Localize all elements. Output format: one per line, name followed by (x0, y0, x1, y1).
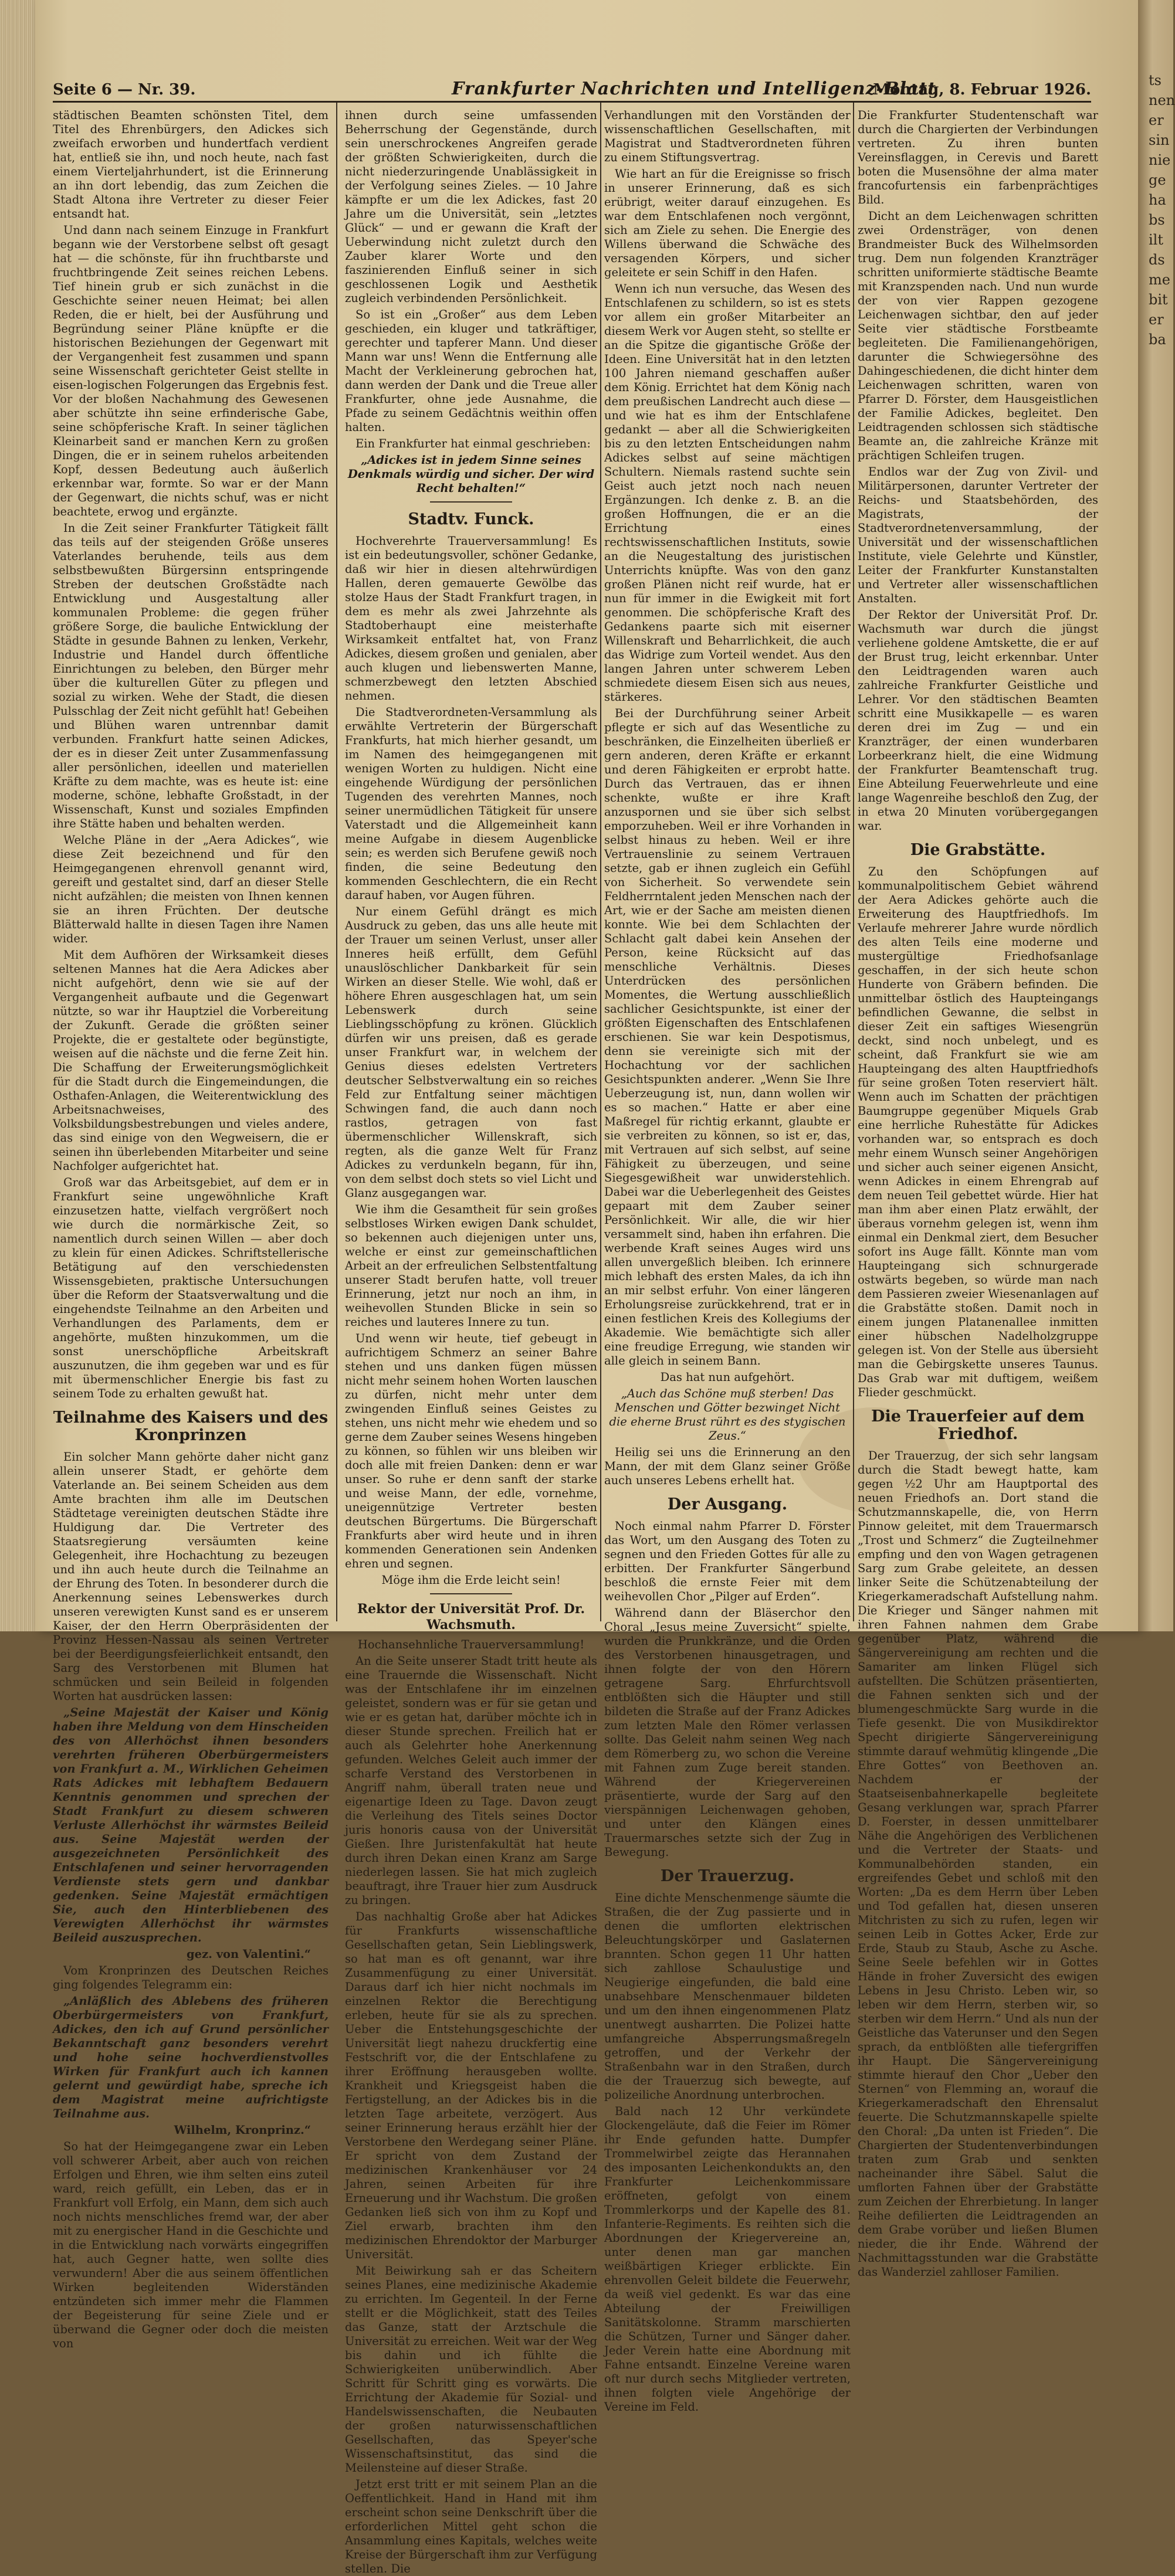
paragraph: So hat der Heimgegangene zwar ein Leben voll schwerer Arbeit, aber auch von reichen Erfolgen und Ehren, wie ihm selten eins zuteil ward, reich gefüllt, ein Leben, das er in Frankfurt voll Erfolg, ein Mann, dem sich auch noch nichts menschliches fremd war, der aber mit zu energischer Hand in die Geschichte und in die Entwicklung nach vorwärts eingegriffen hat, auch Gegner hatte, wen sollte dies verwundern! Aber die aus seinem öffentlichen Wirken begleitenden Widerständen entzündeten sich immer mehr die Flammen der Begeisterung für seine Ziele und er überwand die Gegner oder doch die meisten von (53, 2140, 329, 2350)
paragraph: In die Zeit seiner Frankfurter Tätigkeit fällt das teils auf der steigenden Größe unseres Vaterlandes beruhende, teils aus dem selbstbewußten Bürgersinn entspringende Streben der deutschen Großstädte nach Entwicklung und Ausgestaltung aller kommunalen Probleme: die gegen früher größere Sorge, die bauliche Entwicklung der Städte in gesunde Bahnen zu lenken, Verkehr, Industrie und Handel durch öffentliche Einrichtungen zu beleben, den Bürger mehr über die kulturellen Güter zu pflegen und sozial zu wirken. Wehe der Stadt, die diesen Pulsschlag der Zeit nicht gefühlt hat! Gebeihen und Blühen waren untrennbar damit verbunden. Frankfurt hatte seinen Adickes, der es in dieser Zeit unter Zusammenfassung aller persönlichen, ideellen und materiellen Kräfte zu dem machte, was es heute ist: eine moderne, schöne, lebhafte Großstadt, in der Wissenschaft, Kunst und soziales Empfinden ihre Stätte haben und behalten werden. (53, 521, 329, 830)
column-4 (858, 108, 1098, 2279)
salutation: Hochansehnliche Trauerversammlung! (357, 1638, 585, 1651)
paragraph: Und wenn wir heute, tief gebeugt in aufrichtigem Schmerz an seiner Bahre stehen und uns danken fügen müssen nicht mehr seinem hohen Worten lauschen zu dürfen, nicht mehr unter dem zwingenden Einfluß seines Geistes zu stehen, uns nicht mehr wie ehedem und so gerne dem Zauber seines Wesens hingeben zu können, so fühlen wir uns bleiben wir doch alle mit freien Danken: denn er war unser. So ruhe er denn sanft der starke und weise Mann, der edle, vornehme, uneigennützige Vertreter besten deutschen Bürgertums. Die Bürgerschaft Frankfurts aber wird heute und in ihren kommenden Generationen sein Andenken ehren und segnen. (345, 1332, 597, 1570)
paragraph: Heilig sei uns die Erinnerung an den Mann, der mit dem Glanz seiner Größe auch unseres Lebens erhellt hat. (604, 1445, 851, 1487)
section-heading: Teilnahme des Kaisers und des Kronprinzen (53, 1409, 329, 1444)
paragraph: Vom Kronprinzen des Deutschen Reiches ging folgendes Telegramm ein: (53, 1964, 329, 1991)
paragraph: Bei der Durchführung seiner Arbeit pflegte er sich auf das Wesentliche zu beschränken, die Einzelheiten überließ er gern anderen, deren Kräfte er erkannt und deren Fähigkeiten er erprobt hatte. Durch das Vertrauen, das er ihnen schenkte, wußte er ihre Kraft anzuspornen und sie über sich selbst emporzuheben. Weil er ihre Vorhanden in selbst hinaus zu heben. Weil er ihre Vertrauenslinie zu seinem Vertrauen setzte, gab er ihnen zugleich ein Gefühl von Sicherheit. So verwendete sein Feldherrntalent jeden Menschen nach der Art, wie er der Sache am meisten dienen konnte. Wie bei dem Schlachten der Schlacht galt dabei kein Ansehen der Person, keine Rücksicht auf das menschliche Verhältnis. Dieses Unterdrücken des persönlichen Momentes, die Wertung ausschließlich sachlicher Gesichtspunkte, ist einer der größten Eigenschaften des Entschlafenen erschienen. Sie war kein Despotismus, denn sie vereinigte sich mit der Hochachtung vor der sachlichen Gesichtspunkten anderer. „Wenn Sie Ihre Ueberzeugung ist, nun, dann wollen wir es so machen.“ Hatte er aber eine Maßregel für richtig erkannt, glaubte er sie verbreiten zu können, so ist er, das, mit Vertrauen auf sich selbst, auf seine Fähigkeit zu überzeugen, und seine Siegesgewißheit war unwiderstehlich. Dabei war die Ueberlegenheit des Geistes gepaart mit dem Zauber seiner Persönlichkeit. Wir alle, die wir hier versammelt sind, haben ihn erfahren. Die werbende Kraft seines Auges wird uns allen unvergeßlich bleiben. Ich erinnere mich lebhaft des ersten Males, da ich ihn an mir selbst erfuhr. Von einer längeren Erholungsreise zurückkehrend, trat er in einen festlichen Kreis des Kollegiums der Akademie. Wie bemächtigte sich aller eine freudige Erregung, wie standen wir alle gleich in seinem Bann. (604, 707, 851, 1367)
column-3 (604, 108, 851, 2414)
paragraph: Wenn ich nun versuche, das Wesen des Entschlafenen zu schildern, so ist es stets vor allem ein großer Mitarbeiter an diesem Werk vor Augen steht, so stellte er an die Spitze die gigantische Größe der Ideen. Eine Universität hat in den letzten 100 Jahren niemand geschaffen außer dem König. Errichtet hat dem König nach dem preußischen Landrecht auch diese — und wie hat es ihm der Entschlafene gedankt — aber all die Schwierigkeiten bis zu den letzten Entscheidungen nahm Adickes selbst auf seine mächtigen Schultern. Niemals rastend suchte sein Geist auch jetzt noch nach neuen Ergänzungen. Ich denke z. B. an die großen Hoffnungen, die er an die Errichtung eines rechtswissenschaftlichen Instituts, sowie an die Neugestaltung des juristischen Unterrichts knüpfte. Was von den ganz großen Plänen nicht reif wurde, hat er nun für immer in die Ewigkeit mit fort genommen. Die schöpferische Kraft des Gedankens paarte sich mit eiserner Willenskraft und Beharrlichkeit, die auch das Widrige zum Vorteil wendet. Aus den langen Jahren unter schwerem Leben schmiedete diesem Eisen sich aus neues, stärkeres. (604, 282, 851, 704)
section-heading: Der Ausgang. (667, 1495, 788, 1513)
paragraph: Wie ihm die Gesamtheit für sein großes selbstloses Wirken ewigen Dank schuldet, so bekennen auch diejenigen unter uns, welche er einst zur gemeinschaftlichen Arbeit an der erfreulichen Selbstentfaltung unserer Stadt berufen hatte, voll treuer Erinnerung, jetzt nur noch an ihm, in weihevollen Stunden Blicke in sein so reiches und lauteres Innere zu tun. (345, 1203, 597, 1329)
paragraph: Die Stadtverordneten-Versammlung als erwählte Vertreterin der Bürgerschaft Frankfurts, hat mich hierher gesandt, um im Namen des heimgegangenen mit wenigen Worten zu huldigen. Nicht eine eingehende Würdigung der persönlichen Tugenden des verehrten Mannes, noch seiner unermüdlichen Tätigkeit für unsere Vaterstadt und die Allgemeinheit kann meine Aufgabe in diesem Augenblicke sein; es werden sich Berufene gewiß noch finden, die seine Bedeutung den kommenden Geschlechtern, die ein Recht darauf haben, vor Augen führen. (345, 705, 597, 902)
divider (430, 1593, 512, 1594)
paragraph: Bald nach 12 Uhr verkündete Glockengeläute, daß die Feier im Römer ihr Ende gefunden hatte. Dumpfer Trommelwirbel zeigte das Herannahen des imposanten Leichenkondukts an, den Frankfurter Leichenkommissare eröffneten, gefolgt von einem Trommlerkorps und der Kapelle des 81. Infanterie-Regiments. Es reihten sich die Abordnungen der Kriegervereine an, unter denen man gar manchen weißbärtigen Krieger erblickte. Ein ehrenvollen Geleit bildete die Feuerwehr, da weiß viel gedenkt. Es war das eine Abteilung der Freiwilligen Sanitätskolonne. Stramm marschierten die Schützen, Turner und Sänger daher. Jeder Verein hatte eine Abordnung mit Fahne entsandt. Einzelne Vereine waren oft nur durch sechs Mitglieder vertreten, ihnen folgten viele Angehörige der Vereine im Feld. (604, 2105, 851, 2414)
paragraph: Ein Frankfurter hat einmal geschrieben: (355, 437, 591, 450)
paragraph: Das hat nun aufgehört. (660, 1370, 795, 1384)
page-number: Seite 6 — Nr. 39. (53, 81, 196, 99)
paragraph: Noch einmal nahm Pfarrer D. Förster das Wort, um den Ausgang des Toten zu segnen und den Frieden Gottes für alle zu erbitten. Der Frankfurter Sängerbund beschloß die ernste Feier mit dem weihevollen Chor „Pilger auf Erden“. (604, 1519, 851, 1603)
paragraph: Hochverehrte Trauerversammlung! Es ist ein bedeutungsvoller, schöner Gedanke, daß wir hier in diesen altehrwürdigen Hallen, deren gemauerte Gewölbe das stolze Haus der Stadt Frankfurt tragen, in dem es mehr als zwei Jahrzehnte als Stadtoberhaupt eine meisterhafte Wirksamkeit entfaltet hat, von Franz Adickes, diesem großen und genialen, aber auch klugen und liebenswerten Manne, schmerzbewegt den letzten Abschied nehmen. (345, 534, 597, 702)
divider (430, 501, 512, 503)
paragraph: Der Trauerzug, der sich sehr langsam durch die Stadt bewegt hatte, kam gegen ½2 Uhr am Hauptportal des neuen Friedhofs an. Dort stand die Schutzmannskapelle, die, von Herrn Pinnow geleitet, mit dem Trauermarsch „Trost und Schmerz“ die Zugteilnehmer empfing und den von Wagen getragenen Sarg zum Grabe geleitete, an dessen linker Seite die Schützenabteilung der Kriegerkameradschaft Aufstellung nahm. Die Krieger und Sänger nahmen mit ihren Fahnen nahmen dem Grabe gegenüber Platz, während die Sängervereinigung am rechten und die Samariter am linken Flügel sich aufstellten. Die Schützen präsentierten, die Fahnen senkten sich und der blumengeschmückte Sarg wurde in die Tiefe gesenkt. Die von Musikdirektor Specht dirigierte Sängervereinigung stimmte darauf wehmütig klingende „Die Ehre Gottes“ von Beethoven an. Nachdem er der Staatseisenbahnerkapelle begleitete Gesang verklungen war, sprach Pfarrer D. Foerster, in dessen unmittelbarer Nähe die Angehörigen des Verblichenen und die Vertreter der Staats- und Kommunalbehörden standen, ein ergreifendes Gebet und schloß mit den Worten: „Da es dem Herrn über Leben und Tod gefallen hat, diesen unseren Mitchristen zu sich zu rufen, legen wir seinen Leib in Gottes Acker, Erde zur Erde, Staub zu Staub, Asche zu Asche. Seine Seele befehlen wir in Gottes Hände in froher Zuversicht des ewigen Lebens in Jesu Christo. Leben wir, so leben wir dem Herrn, sterben wir, so sterben wir dem Herrn.“ Und als nun der Geistliche das Vaterunser und den Segen sprach, da entblößten alle tiefergriffen ihr Haupt. Die Sängervereinigung stimmte hierauf den Chor „Ueber den Sternen“ von Flemming an, worauf die Kriegerkameradschaft den Ehrensalut feuerte. Die Schutzmannskapelle spielte den Choral: „Da unten ist Frieden“. Die Chargierten der Studentenverbindungen traten zum Grab und senkten nacheinander ihre Säbel. Salut die umflorten Fahnen über der Grabstätte zum Zeichen der Ehrerbietung. In langer Reihe defilierten die Leidtragenden an dem Grabe vorüber und ließen Blumen nieder, die ihr Ende. Während der Nachmittagsstunden war die Grabstätte das Wanderziel zahlloser Familien. (858, 1449, 1098, 2279)
paragraph: Der Rektor der Universität Prof. Dr. Wachsmuth war durch die jüngst verliehene goldene Amtskette, die er auf der Brust trug, leicht erkennbar. Unter den Leidtragenden waren auch zahlreiche Frankfurter Geistliche und Lehrer. Vor den städtischen Beamten schritt eine Musikkapelle — es waren deren drei im Zug — und ein Kranzträger, der einen wunderbaren Lorbeerkranz hielt, die eine Widmung der Frankfurter Beamtenschaft trug. Eine Abteilung Feuerwehrleute und eine lange Wagenreihe beschloß den Zug, der in etwa 20 Minuten vorübergegangen war. (858, 608, 1098, 833)
column-rule (853, 103, 854, 1621)
section-heading: Stadtv. Funck. (408, 510, 534, 528)
column-rule (336, 103, 337, 1621)
page-header (53, 76, 1091, 103)
paragraph: Endlos war der Zug von Zivil- und Militärpersonen, darunter Vertreter der Reichs- und Staatsbehörden, des Magistrats, der Stadtverordnetenversammlung, der Universität und der wissenschaftlichen Institute, viele Gelehrte und Künstler, Leiter der Frankfurter Kunstanstalten und Vertreter aller wissenschaftlichen Anstalten. (858, 465, 1098, 605)
paragraph: Die Frankfurter Studentenschaft war durch die Chargierten der Verbindungen vertreten. Zu ihren bunten Vereinsflaggen, in Cerevis und Barett boten die Musensöhne der alma mater francofurtensis ein farbenprächtiges Bild. (858, 108, 1098, 206)
paragraph: Während dann der Bläserchor den Choral „Jesus meine Zuversicht“ spielte, wurden die Prunkkränze, und die Orden des Verstorbenen hinausgetragen, und ihnen folgte der von den Hörern getragene Sarg. Ehrfurchtsvoll entblößten sich die Häupter und still bildeten die Straße auf der Franz Adickes zum letzten Male den Römer verlassen sollte. Das Geleit nahm seinen Weg nach dem Römerberg zu, wo schon die Vereine mit Fahnen zum Zuge bereit standen. Während der Kriegervereinen präsentierte, wurde der Sarg auf den vierspännigen Leichenwagen gehoben, und unter den Klängen eines Trauermarsches setzte sich der Zug in Bewegung. (604, 1606, 851, 1859)
signature: Wilhelm, Kronprinz.“ (174, 2123, 311, 2137)
paragraph: Eine dichte Menschenmenge säumte die Straßen, die der Zug passierte und in denen die umflorten elektrischen Beleuchtungskörper und Gaslaternen brannten. Schon gegen 11 Uhr hatten sich zahllose Schaulustige und Neugierige eingefunden, die bald eine unabsehbare Menschenmauer bildeten und um den ihnen eingenommenen Platz unentwegt ausharrten. Die Polizei hatte umfangreiche Absperrungsmaßregeln getroffen, und der Verkehr der Straßenbahn war in den Straßen, durch die der Trauerzug sich bewegte, auf polizeiliche Anordnung unterbrochen. (604, 1891, 851, 2102)
paragraph: Und dann nach seinem Einzuge in Frankfurt begann wie der Verstorbene selbst oft gesagt hat — die schönste, für ihn fruchtbarste und fruchtbringende Zeit seines reichen Lebens. Tief hinein grub er sich zunächst in die Geschichte seiner neuen Heimat; bei allen Reden, die er hielt, bei der Ausführung und Begründung seiner Pläne knüpfte er die historischen Beziehungen der Gegenwart mit der Vergangenheit fest zusammen und spann seine Wissenschaft gerichteter Geist stellte in eisen-logischen Folgerungen das Ergebnis fest. Vor der bloßen Nachahmung des Gewesenen aber schützte ihn seine erfinderische Gabe, seine schöpferische Kraft. In seiner täglichen Kleinarbeit sand er manchen Kern zu großen Dingen, die er in seinem ruhelos arbeitenden Kopf, dessen Bedeutung auch äußerlich erkennbar war, formte. So war er der Mann der Gegenwart, die nichts schuf, was er nicht beachtete, erwog und ergänzte. (53, 223, 329, 518)
paragraph: An die Seite unserer Stadt tritt heute als eine Trauernde die Wissenschaft. Nicht was der Entschlafene ihr im einzelnen geleistet, sondern was er für sie getan und wie er es getan hat, darüber möchte ich in dieser Stunde sprechen. Freilich hat er auch als Gelehrter hohe Anerkennung gefunden. Welches Geleit auch immer der scharfe Verstand des Verstorbenen in Angriff nahm, überall traten neue und eigenartige Ideen zu Tage. Davon zeugt die Verleihung des Titels seines Doctor juris honoris causa von der Universität Gießen. Ihre Juristenfakultät hat heute durch ihren Dekan einen Kranz am Sarge niederlegen lassen. Sie hat mich zugleich beauftragt, ihre Trauer hier zum Ausdruck zu bringen. (345, 1654, 597, 1907)
next-page-text: ts nen er sin nie ge ha bs ilt ds me bit er ba (1149, 72, 1175, 348)
paragraph: Verhandlungen mit den Vorständen der wissenschaftlichen Gesellschaften, mit Magistrat und Stadtverordneten führen zu einem Stiftungsvertrag. (604, 108, 851, 164)
verse-quote: „Auch das Schöne muß sterben! Das Menschen und Götter bezwinget Nicht die eherne Brust rührt es des stygischen Zeus.“ (609, 1387, 846, 1443)
telegram-kronprinz: „Anläßlich des Ablebens des früheren Oberbürgermeisters von Frankfurt, Adickes, den ich auf Grund persönlicher Bekanntschaft ganz besonders verehrt und hohe seine hochverdienstvolles Wirken für Frankfurt auch ich kannen gelernt und gewürdigt habe, spreche ich dem Magistrat meine aufrichtigste Teilnahme aus. (53, 1994, 329, 2120)
section-heading: Rektor der Universität Prof. Dr. Wachsmuth. (357, 1601, 585, 1633)
issue-date: Montag, 8. Februar 1926. (873, 81, 1091, 99)
telegram-kaiser: „Seine Majestät der Kaiser und König haben ihre Meldung von dem Hinscheiden des von Allerhöchst ihnen besonders verehrten früheren Oberbürgermeisters von Frankfurt a. M., Wirklichen Geheimen Rats Adickes mit lebhaftem Bedauern Kenntnis genommen und sprechen der Stadt Frankfurt zu diesem schweren Verluste Allerhöchst ihr wärmstes Beileid aus. Seine Majestät werden der ausgezeichneten Persönlichkeit des Entschlafenen und seiner hervorragenden Verdienste stets gern und dankbar gedenken. Seine Majestät ermächtigen Sie, auch den Hinterbliebenen des Verewigten Allerhöchst ihr wärmstes Beileid auszusprechen. (53, 1706, 329, 1944)
paragraph: Möge ihm die Erde leicht sein! (381, 1573, 561, 1587)
signature: gez. von Valentini.“ (187, 1947, 311, 1961)
next-page-edge (1138, 0, 1173, 1631)
paragraph: Jetzt erst tritt er mit seinem Plan an die Oeffentlichkeit. Hand in Hand mit ihm erscheint schon seine Denkschrift über die erforderlichen Mittel geht schon die Ansammlung eines Kapitals, welches weite Kreise der Bürgerschaft ihm zur Verfügung stellen. Die (345, 2477, 597, 2575)
masthead: Frankfurter Nachrichten und Intelligenz-Blatt (452, 79, 937, 99)
quote: „Adickes ist in jedem Sinne seines Denkmals würdig und sicher. Der wird Recht behalten!“ (347, 453, 595, 495)
paragraph: Wie hart an für die Ereignisse so frisch in unserer Erinnerung, daß es sich erübrigt, weiter darauf einzugehen. Es war dem Entschlafenen noch vergönnt, sich am Ziele zu sehen. Die Energie des Willens überwand die Schwäche des versagenden Körpers, und sicher geleitete er sein Schiff in den Hafen. (604, 167, 851, 279)
paragraph: städtischen Beamten schönsten Titel, dem Titel des Ehrenbürgers, den Adickes sich zweifach erworben und hundertfach verdient hat, entließ sie ihn, und noch heute, nach fast einem Vierteljahrhundert, ist die Erinnerung an ihn dort lebendig, das zum Zeichen die Stadt Altona ihre Vertreter zu dieser Feier entsandt hat. (53, 108, 329, 220)
paragraph: ihnen durch seine umfassenden Beherrschung der Gegenstände, durch sein unerschrockenes Angreifen gerade der größten Schwierigkeiten, durch die nicht niederzuringende Unablässigkeit in der Verfolgung seines Zieles. — 10 Jahre kämpfte er um die lex Adickes, fast 20 Jahre um die Universität, sein „letztes Glück“ — und er gewann die Kraft der Ueberwindung nicht zuletzt durch den Zauber klarer Worte und den faszinierenden Einfluß seiner in sich geschlossenen Logik und Aesthetik zugleich verbindenden Persönlichkeit. (345, 108, 597, 305)
paragraph: Groß war das Arbeitsgebiet, auf dem er in Frankfurt seine ungewöhnliche Kraft einzusetzen hatte, vielfach vergrößert noch wie durch die normärkische Zeit, so namentlich durch seinen Willen — aber doch zu klein für einen Adickes. Schriftstellerische Betätigung auf den verschiedensten Wissensgebieten, praktische Untersuchungen über die Reform der Staatsverwaltung und die eingehendste Teilnahme an den Arbeiten und Verhandlungen des Parlaments, dem er angehörte, mußten hinzukommen, um die sonst unerschöpfliche Arbeitskraft auszunutzen, die ihm gegeben war und es für mit übermenschlicher Energie bis fast zu seinem Tode zu erhalten gewußt hat. (53, 1176, 329, 1400)
column-2 (345, 108, 597, 2575)
column-1 (53, 108, 329, 2350)
section-heading: Der Trauerzug. (660, 1867, 795, 1885)
paragraph: Mit dem Aufhören der Wirksamkeit dieses seltenen Mannes hat die Aera Adickes aber nicht aufgehört, denn wie sie auf der Vergangenheit aufbaute und die Gegenwart nützte, so war ihr Hauptziel die Vorbereitung der Zukunft. Gerade die größten seiner Projekte, die er gestaltete oder begünstigte, weisen auf die nächste und die ferne Zeit hin. Die Schaffung der Erweiterungsmöglichkeit für die Stadt durch die Eingemeindungen, die Osthafen-Anlagen, die Weiterentwicklung des Arbeitsnachweises, des Volksbildungsbestrebungen und vieles andere, das sind einige von den Wegweisern, die er seinen ihn überlebenden Mitarbeiter und seine Nachfolger aufgerichtet hat. (53, 948, 329, 1173)
section-heading: Die Trauerfeier auf dem Friedhof. (871, 1407, 1085, 1443)
paragraph: Dicht an dem Leichenwagen schritten zwei Ordensträger, von denen Brandmeister Buck des Wilhelmsorden trug. Dem nun folgenden Kranzträger schritten uniformierte städtische Beamte mit Kranzspenden nach. Und nun wurde der von vier Rappen gezogene Leichenwagen sichtbar, den auf jeder Seite vier städtische Forstbeamte begleiteten. Die Familienangehörigen, darunter die Schwiegersöhne des Dahingeschiedenen, die dicht hinter dem Leichenwagen schritten, waren von Pfarrer D. Förster, dem Hausgeistlichen der Familie Adickes, begleitet. Den Leidtragenden schlossen sich städtische Beamte an, die zahlreiche Kränze mit prächtigen Schleifen trugen. (858, 209, 1098, 462)
paragraph: Mit Beiwirkung sah er das Scheitern seines Planes, eine medizinische Akademie zu errichten. Im Gegenteil. In der Ferne stellt er die Möglichkeit, statt des Teiles das Ganze, statt der Arztschule die Universität zu erreichen. Weit war der Weg bis dahin und ich fühlte die Schwierigkeiten unüberwindlich. Aber Schritt für Schritt ging es vorwärts. Die Errichtung der Akademie für Sozial- und Handelswissenschaften, die Neubauten der großen naturwissenschaftlichen Gesellschaften, das Speyer'sche Wissenschaftsinstitut, das sind die Meilensteine auf dieser Straße. (345, 2264, 597, 2475)
section-heading: Die Grabstätte. (910, 841, 1046, 859)
paragraph: Welche Pläne in der „Aera Adickes“, wie diese Zeit bezeichnend und für den Heimgegangenen ehrenvoll genannt wird, gereift und gestaltet sind, darf an dieser Stelle nicht aufzählen; die meisten von Ihnen kennen sie an ihren Früchten. Der deutsche Blätterwald hallte in diesen Tagen ihre Namen wider. (53, 833, 329, 945)
paragraph: Nur einem Gefühl drängt es mich Ausdruck zu geben, das uns alle heute mit der Trauer um seinen Verlust, unser aller Inneres heiß erfüllt, dem Gefühl unauslöschlicher Dankbarkeit für sein Wirken an dieser Stelle. Wie wohl, daß er höhere Ehren ausgeschlagen hat, um sein Lebenswerk durch seine Lieblingsschöpfung zu krönen. Glücklich dürfen wir uns preisen, daß es gerade unser Frankfurt war, in welchem der Genius dieses edelsten Vertreters deutscher Selbstverwaltung ein so reiches Feld zur Entfaltung seiner mächtigen Schwingen fand, die auch dann noch rastlos, getragen von fast übermenschlicher Willenskraft, sich regten, als die ganze Welt für Franz Adickes zu verdunkeln begann, für ihn, von dem selbst doch stets so viel Licht und Glanz ausgegangen war. (345, 905, 597, 1200)
paragraph: Das nachhaltig Große aber hat Adickes für Frankfurts wissenschaftliche Gesellschaften getan, Sein Lieblingswerk, so hat man es oft genannt, war ihre Zusammenfügung zu einer Universität. Daraus darf ich hier nicht nochmals im einzelnen Rektor die Berechtigung erleben, heute für sie als zu sprechen. Ueber die Entstehungsgeschichte der Universität liegt nahezu druckfertig eine Festschrift vor, die der Entschlafene zu ihrer Eröffnung herausgeben wollte. Krankheit und Kriegsgeist haben die Fertigstellung, an der Adickes bis in die letzten Tage arbeitete, verzögert. Aus seiner Erinnerung heraus erzählt hier der Verstorbene den Werdegang seiner Pläne. Er spricht von dem Zustand der medizinischen Krankenhäuser vor 24 Jahren, seinen Arbeiten für ihre Erneuerung und ihr Wachstum. Die großen Gedanken ließ sich von ihm zu Kopf und Ziel erwarb, brachten ihm den medizinischen Ehrendoktor der Marburger Universität. (345, 1910, 597, 2261)
column-rule (600, 103, 601, 1621)
paragraph: Ein solcher Mann gehörte daher nicht ganz allein unserer Stadt, er gehörte dem Vaterlande an. Bei seinem Scheiden aus dem Amte brachten ihm alle im Deutschen Städtetage vereinigten deutschen Städte ihre Huldigung dar. Die Vertreter des Staatsregierung versäumten keine Gelegenheit, ihre Hochachtung zu bezeugen und ihn auch heute durch die Teilnahme an der Ehrung des Toten. In besonderer durch die Anerkennung seines Lebenswerkes durch unseren verewigten Kunst sand es er unserem Kaiser, der den Herrn Oberpräsidenten der Provinz Hessen-Nassau als seinen Vertreter bei der Beerdigungsfeierlichkeit entsandt, den Sarg des Verstorbenen mit Blumen hat schmücken und sein Beileid in folgenden Worten hat ausdrücken lassen: (53, 1450, 329, 1703)
paragraph: Zu den Schöpfungen auf kommunalpolitischem Gebiet während der Aera Adickes gehörte auch die Erweiterung des Hauptfriedhofs. Im Verlaufe mehrerer Jahre wurde nördlich des alten Teils eine moderne und mustergültige Friedhofsanlage geschaffen, in der sich heute schon Hunderte von Gräbern befinden. Die unmittelbar östlich des Haupteingangs befindlichen Gewanne, die selbst in dieser Zeit ein saftiges Wiesengrün deckt, sind noch unbelegt, und es scheint, daß Frankfurt sie wie am Haupteingang des alten Hauptfriedhofs für seine großen Toten reserviert hält. Wenn auch im Schatten der prächtigen Baumgruppe gegenüber Miquels Grab eine herrliche Ruhestätte für Adickes vorhanden war, so entsprach es doch mehr einem Wunsch seiner Angehörigen und sicher auch seiner eigenen Ansicht, wenn Adickes in einem Ehrengrab auf dem neuen Teil gebettet würde. Hier hat man ihm aber einen Platz erwählt, der überaus vornehm gelegen ist, wenn ihm einmal ein Denkmal ziert, dem Besucher sofort ins Auge fällt. Könnte man vom Haupteingang sich schnurgerade ostwärts begeben, so würde man nach dem Passieren zweier Wiesenanlagen auf die Grabstätte stoßen. Damit noch in einem jungen Platanenallee inmitten einer hübschen Nadelholzgruppe gelegen ist. Von der Stelle aus übersieht man die Gebirgskette unseres Taunus. Das Grab war mit duftigem, weißem Flieder geschmückt. (858, 865, 1098, 1399)
paragraph: So ist ein „Großer“ aus dem Leben geschieden, ein kluger und tatkräftiger, gerechter und tapferer Mann. Und dieser Mann war uns! Wenn die Entfernung alle Macht der Verkleinerung gebrochen hat, dann werden der Dank und die Treue aller Frankfurter, ohne jede Ausnahme, die Pfade zu seinem Gedächtnis weithin offen halten. (345, 308, 597, 434)
